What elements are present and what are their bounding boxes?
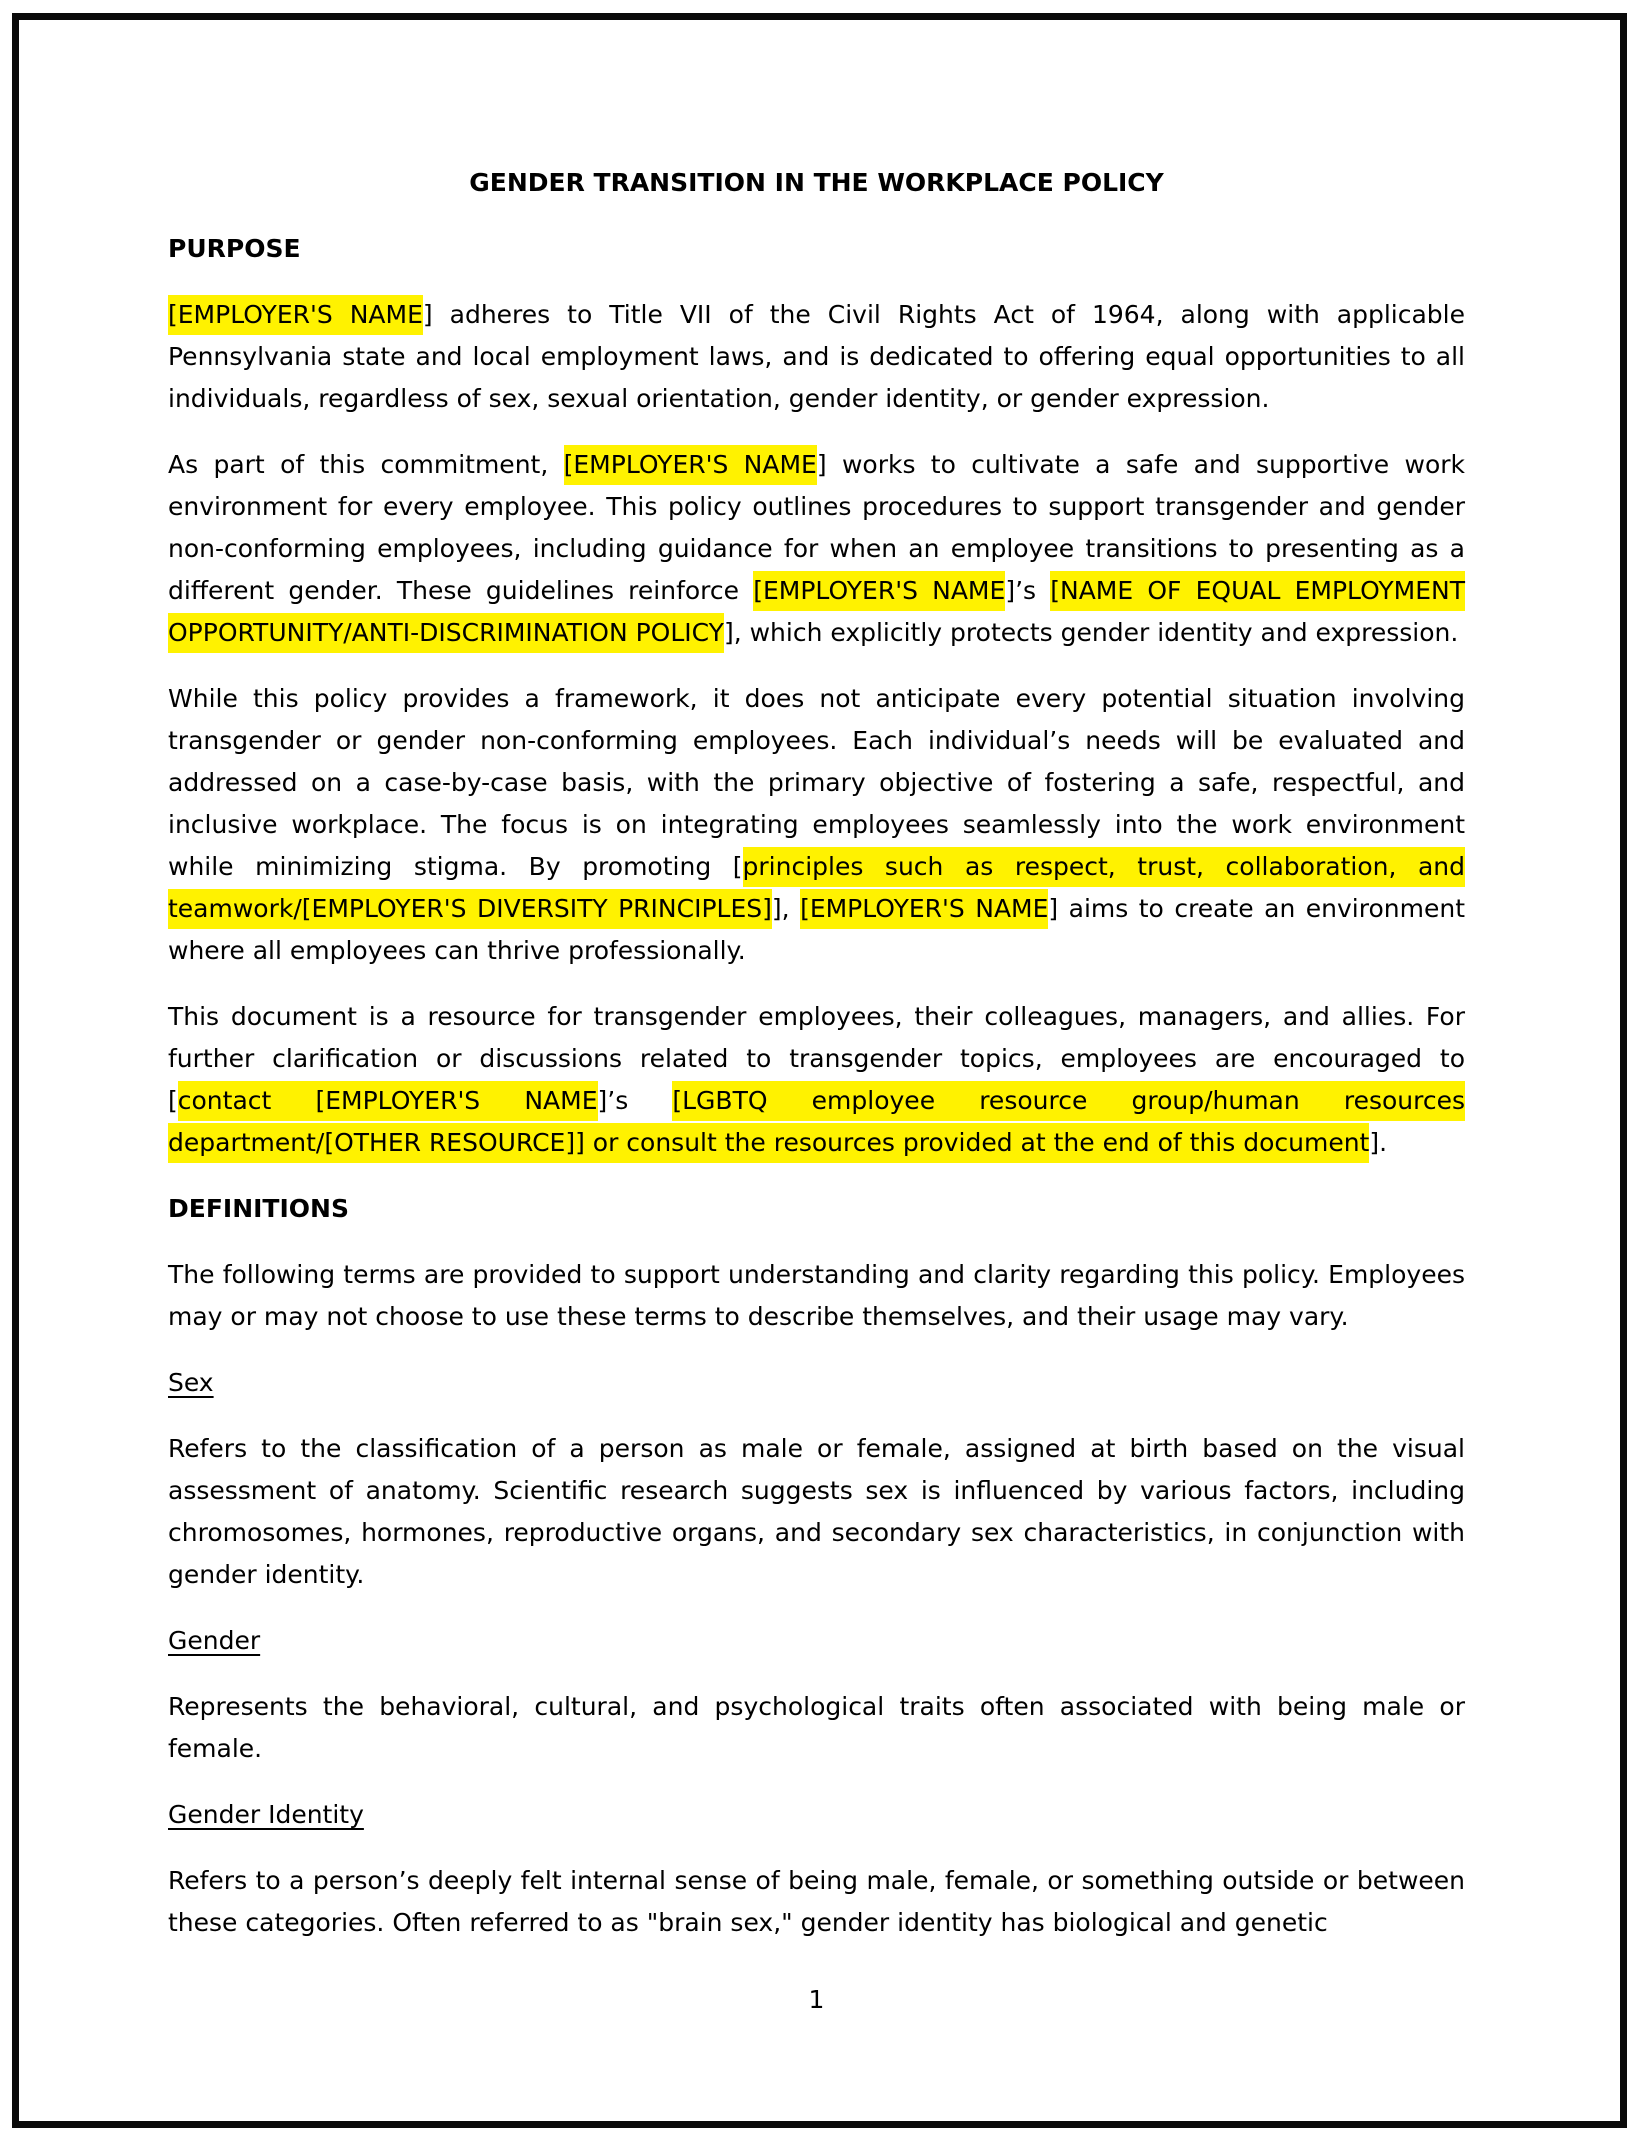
term-heading-label: Sex [168,1368,214,1397]
term-heading [168,1794,1465,1836]
text-run: ]’s [1005,576,1051,605]
text-run: ], which explicitly protects gender identity and expression. [723,618,1459,647]
text-run: ] works to cultivate a safe and supportive work environment for every employee. This policy outlines procedures to support transgender and gender non-conforming employees, including guidance for when an employee transitions to presenting as a different gender. These guidelines reinforce [168,450,1465,605]
paragraph [168,1254,1465,1338]
placeholder-highlight: [NAME OF EQUAL EMPLOYMENT OPPORTUNITY/ANTI-DISCRIMINATION POLICY [168,571,1465,653]
text-run: ] aims to create an environment where all employees can thrive professionally. [168,894,1465,965]
page-number: 1 [808,1985,825,2014]
term-heading-label: Gender Identity [168,1800,364,1829]
text-run: Represents the behavioral, cultural, and psychological traits often associated with being male or female. [168,1692,1465,1763]
text-run: ], [771,894,801,923]
section-heading: DEFINITIONS [168,1194,349,1223]
text-run: ] adheres to Title VII of the Civil Rights Act of 1964, along with applicable Pennsylvania state and local employment laws, and is dedicated to offering equal opportunities to all individuals, regardless of sex, sexual orientation, gender identity, or gender expression. [168,300,1465,413]
placeholder-highlight: [EMPLOYER'S NAME [800,889,1048,929]
placeholder-highlight: [LGBTQ employee resource group/human resources department/[OTHER RESOURCE]] or consult the resources provided at the end of this document [168,1081,1465,1163]
text-run: Refers to the classification of a person as male or female, assigned at birth based on the visual assessment of anatomy. Scientific research suggests sex is influenced by various factors, including chromosomes, hormones, reproductive organs, and secondary sex characteristics, in conjunction with gender identity. [168,1434,1465,1589]
paragraph [168,444,1465,654]
paragraph [168,1686,1465,1770]
document-body [168,162,1465,1968]
text-run: ]. [1369,1128,1388,1157]
text-run: ]’s [597,1086,673,1115]
text-run: The following terms are provided to support understanding and clarity regarding this policy. Employees may or may not choose to use these terms to describe themselves, and their usage may vary. [168,1260,1465,1331]
document-title: GENDER TRANSITION IN THE WORKPLACE POLICY [469,168,1164,197]
term-heading-label: Gender [168,1626,261,1655]
paragraph [168,996,1465,1164]
paragraph [168,1860,1465,1944]
section-heading: PURPOSE [168,234,301,263]
placeholder-highlight: [EMPLOYER'S NAME [753,571,1005,611]
paragraph [168,294,1465,420]
placeholder-highlight: principles such as respect, trust, collaboration, and teamwork/[EMPLOYER'S DIVERSITY PRINCIPLES] [168,847,1465,929]
placeholder-highlight: [EMPLOYER'S NAME [168,295,423,335]
text-run: Refers to a person’s deeply felt internal sense of being male, female, or something outside or between these categories. Often referred to as "brain sex," gender identity has biological and genetic [168,1866,1465,1937]
text-run: While this policy provides a framework, it does not anticipate every potential situation involving transgender or gender non-conforming employees. Each individual’s needs will be evaluated and addressed on a case-by-case basis, with the primary objective of fostering a safe, respectful, and inclusive workplace. The focus is on integrating employees seamlessly into the work environment while minimizing stigma. By promoting [ [168,684,1465,881]
placeholder-highlight: [EMPLOYER'S NAME [564,445,817,485]
term-heading [168,1620,1465,1662]
text-run: This document is a resource for transgender employees, their colleagues, managers, and allies. For further clarification or discussions related to transgender topics, employees are encouraged to [ [168,1002,1465,1115]
paragraph [168,1428,1465,1596]
paragraph [168,678,1465,972]
placeholder-highlight: contact [EMPLOYER'S NAME [178,1081,598,1121]
term-heading [168,1362,1465,1404]
text-run: As part of this commitment, [168,450,564,479]
